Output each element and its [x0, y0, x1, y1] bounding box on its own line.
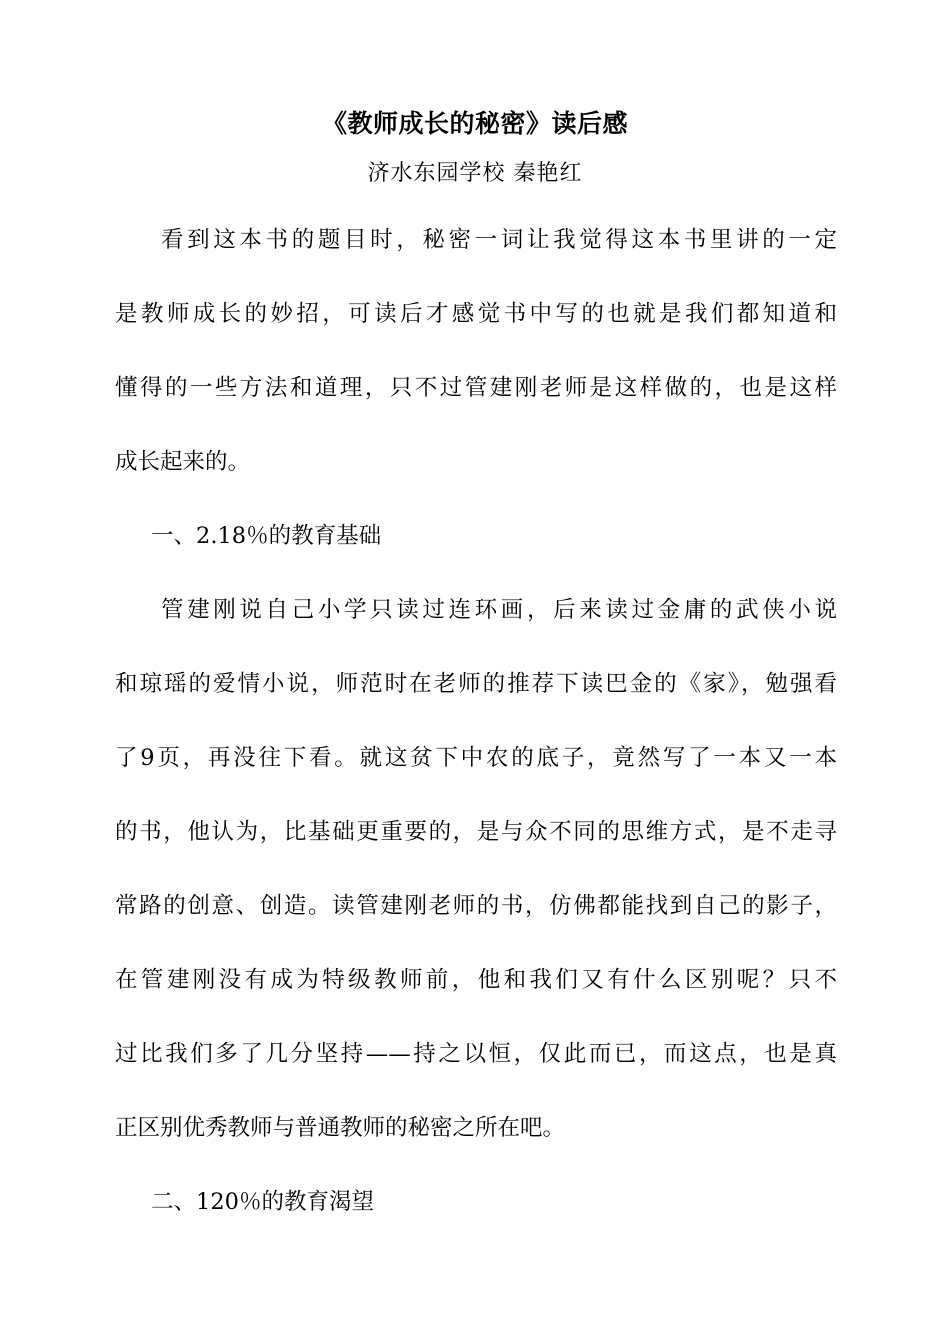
text-line: 了9页，再没往下看。就这贫下中农的底子，竟然写了一本又一本: [115, 745, 837, 771]
text-line: 过比我们多了几分坚持——持之以恒，仅此而已，而这点，也是真: [115, 1041, 837, 1067]
text-line: 是教师成长的妙招，可读后才感觉书中写的也就是我们都知道和: [115, 301, 837, 327]
text-line: 管建刚说自己小学只读过连环画，后来读过金庸的武侠小说: [161, 597, 837, 623]
document-title: 《教师成长的秘密》读后感: [321, 109, 628, 138]
text-line: 在管建刚没有成为特级教师前，他和我们又有什么区别呢？只不: [115, 967, 837, 993]
section-heading: 二、120％的教育渴望: [151, 1189, 374, 1215]
text-line: 懂得的一些方法和道理，只不过管建刚老师是这样做的，也是这样: [115, 375, 837, 401]
text-line: 正区别优秀教师与普通教师的秘密之所在吧。: [115, 1115, 566, 1141]
text-line: 和琼瑶的爱情小说，师范时在老师的推荐下读巴金的《家》，勉强看: [115, 671, 837, 697]
text-line: 常路的创意、创造。读管建刚老师的书，仿佛都能找到自己的影子，: [115, 893, 837, 919]
document-author: 济水东园学校 秦艳红: [367, 161, 583, 186]
document-body: [115, 216, 837, 1252]
text-line: 看到这本书的题目时，秘密一词让我觉得这本书里讲的一定: [161, 227, 837, 253]
text-line: 的书，他认为，比基础更重要的，是与众不同的思维方式，是不走寻: [115, 819, 837, 845]
text-line: 成长起来的。: [115, 449, 251, 475]
section-heading: 一、2.18％的教育基础: [151, 523, 382, 549]
